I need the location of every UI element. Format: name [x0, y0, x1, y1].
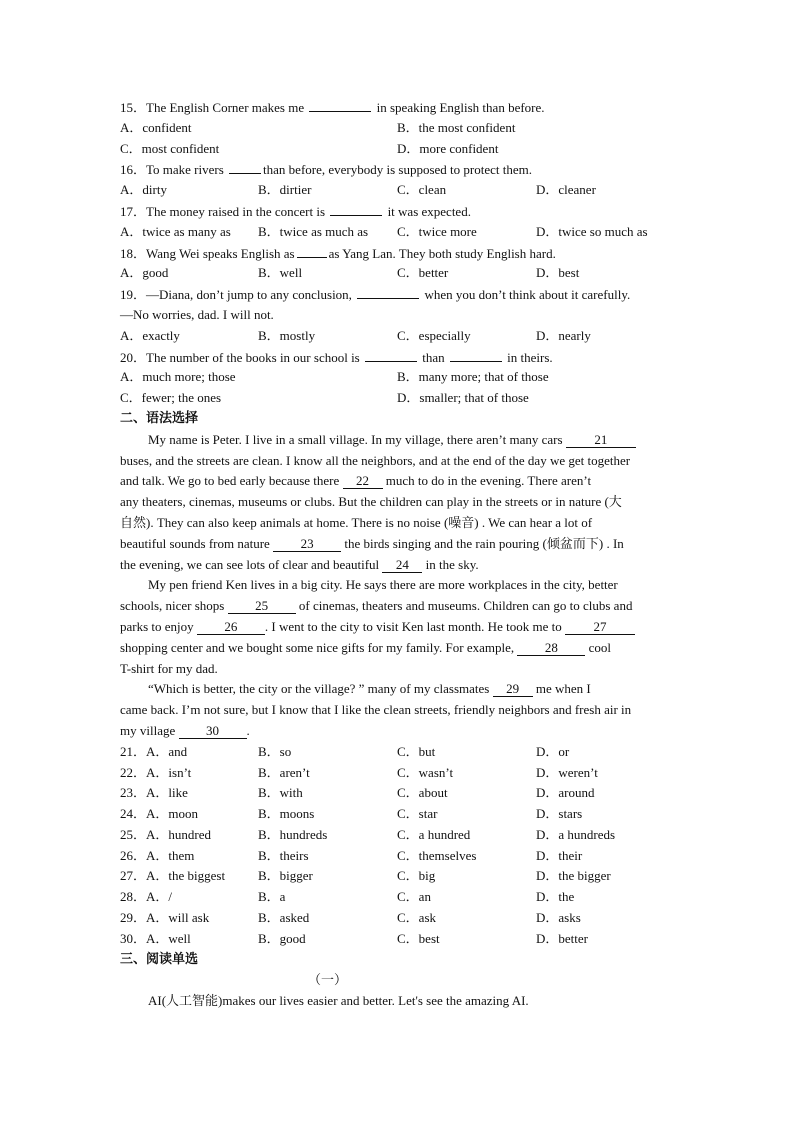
option-b: B．a [258, 889, 286, 905]
option-text: A．isn’t [146, 764, 192, 780]
passage-line: buses, and the streets are clean. I know all the neighbors, and at the end of the day we get together [120, 452, 631, 468]
option-d: D．more confident [397, 140, 499, 156]
passage-line [120, 721, 680, 742]
option-b: B．the most confident [397, 119, 516, 135]
option-b: B．aren’t [258, 764, 310, 780]
option-a [120, 866, 225, 887]
option-b: B．moons [258, 806, 315, 822]
options-row [120, 139, 680, 160]
option-b: B．with [258, 785, 303, 801]
passage-text: of cinemas, theaters and museums. Children can go to clubs and [298, 598, 633, 614]
passage-line: AI(人工智能)makes our lives easier and better. Let's see the amazing AI. [148, 993, 529, 1009]
passage-line [120, 430, 680, 451]
option-a [120, 763, 191, 784]
passage-line [120, 534, 680, 555]
option-a: A．confident [120, 119, 192, 135]
passage-line [120, 596, 680, 617]
passage-text: in the sky. [425, 556, 479, 572]
option-b: B．hundreds [258, 826, 328, 842]
passage-text: “Which is better, the city or the village? ” many of my classmates [148, 681, 490, 697]
options-row [120, 742, 680, 763]
passage-text: me when I [535, 681, 591, 697]
option-text: A．like [146, 785, 188, 801]
option-b: B．bigger [258, 868, 313, 884]
question-17 [120, 201, 680, 222]
options-row [120, 887, 680, 908]
blank-24: 24 [382, 558, 422, 573]
option-a: A．much more; those [120, 369, 236, 385]
option-c: C．most confident [120, 140, 220, 156]
option-c: C．wasn’t [397, 764, 454, 780]
answer-blank [229, 159, 261, 174]
option-a [120, 804, 198, 825]
question-stem: than before, everybody is supposed to protect them. [263, 162, 533, 178]
option-b: B．asked [258, 910, 310, 926]
option-d: D．their [536, 847, 583, 863]
option-c: C．fewer; the ones [120, 390, 222, 406]
option-c: C．clean [397, 182, 447, 198]
option-a: A．good [120, 265, 169, 281]
options-row [120, 118, 680, 139]
option-c: C．but [397, 743, 436, 759]
option-d: D．twice so much as [536, 223, 648, 239]
options-row [120, 783, 680, 804]
option-c: C．an [397, 889, 431, 905]
question-number: 23． [120, 785, 147, 801]
question-stem: in speaking English than before. [376, 100, 545, 115]
answer-blank [330, 201, 382, 216]
option-c: C．twice more [397, 223, 477, 239]
passage-text: parks to enjoy [120, 618, 194, 634]
option-b: B．so [258, 743, 292, 759]
passage-line [120, 617, 680, 638]
question-stem: 19．—Diana, don’t jump to any conclusion, [120, 287, 352, 303]
blank-26: 26 [197, 620, 265, 635]
options-row [120, 866, 680, 887]
option-a [120, 846, 194, 867]
subsection-title [120, 970, 680, 991]
option-b: B．twice as much as [258, 223, 369, 239]
option-c: C．a hundred [397, 826, 471, 842]
question-19 [120, 284, 680, 305]
passage-line: any theaters, cinemas, museums or clubs. But the children can play in the streets or in nature (大 [120, 494, 622, 510]
subsection-label: （一） [308, 972, 348, 988]
option-c: C．themselves [397, 847, 477, 863]
option-a [120, 908, 209, 929]
blank-21: 21 [566, 433, 636, 448]
option-text: A．moon [146, 806, 199, 822]
passage-text: schools, nicer shops [120, 598, 225, 614]
passage-line [120, 471, 680, 492]
question-16 [120, 159, 680, 180]
option-a: A．exactly [120, 327, 180, 343]
question-18 [120, 243, 680, 264]
passage-text: . I went to the city to visit Ken last month. He took me to [264, 618, 562, 634]
answer-blank [365, 347, 417, 362]
blank-27: 27 [565, 620, 635, 635]
option-text: A．and [146, 743, 188, 759]
answer-blank [357, 284, 419, 299]
passage-text: much to do in the evening. There aren’t [385, 473, 592, 489]
passage-line: My pen friend Ken lives in a big city. He says there are more workplaces in the city, better [148, 577, 618, 593]
option-a [120, 742, 187, 763]
question-stem: it was expected. [387, 203, 471, 219]
options-row [120, 804, 680, 825]
option-b: B．dirtier [258, 182, 312, 198]
option-c: C．big [397, 868, 436, 884]
question-number: 28． [120, 889, 147, 905]
option-b: B．well [258, 265, 303, 281]
option-c: C．star [397, 806, 438, 822]
blank-22: 22 [343, 474, 383, 489]
blank-30: 30 [179, 724, 247, 739]
question-number: 29． [120, 910, 147, 926]
passage-text: cool [588, 639, 612, 655]
passage-line: 自然). They can also keep animals at home. There is no noise (噪音) . We can hear a lot of [120, 514, 593, 530]
exam-page [120, 97, 680, 1012]
option-d: D．asks [536, 910, 581, 926]
answer-blank [297, 243, 327, 258]
option-c: C．about [397, 785, 448, 801]
question-stem: 17．The money raised in the concert is [120, 203, 326, 219]
passage-text: my village [120, 722, 176, 738]
options-row [120, 263, 680, 284]
options-row [120, 222, 680, 243]
options-row [120, 763, 680, 784]
passage-line: came back. I’m not sure, but I know that I like the clean streets, friendly neighbors and fresh air in [120, 702, 632, 718]
question-number: 24． [120, 806, 147, 822]
option-text: A．/ [146, 889, 173, 905]
grammar-options [120, 742, 680, 950]
question-20 [120, 347, 680, 368]
option-d: D．stars [536, 806, 583, 822]
option-d: D．better [536, 930, 588, 946]
passage-text: beautiful sounds from nature [120, 535, 270, 551]
option-text: A．well [146, 930, 191, 946]
option-d: D．cleaner [536, 182, 596, 198]
blank-29: 29 [493, 682, 533, 697]
option-b: B．mostly [258, 327, 316, 343]
option-a [120, 783, 188, 804]
question-15 [120, 97, 680, 118]
option-c: C．better [397, 265, 449, 281]
option-b: B．many more; that of those [397, 369, 549, 385]
passage-text: . [246, 722, 250, 738]
question-number: 27． [120, 868, 147, 884]
question-stem: —No worries, dad. I will not. [120, 306, 274, 322]
option-d: D．smaller; that of those [397, 390, 529, 406]
question-stem: 15．The English Corner makes me [120, 100, 305, 115]
answer-blank [450, 347, 502, 362]
passage-line [120, 638, 680, 659]
options-row [120, 929, 680, 950]
option-text: A．the biggest [146, 868, 226, 884]
option-c: C．ask [397, 910, 437, 926]
option-a [120, 825, 211, 846]
blank-25: 25 [228, 599, 296, 614]
blank-23: 23 [273, 537, 341, 552]
option-d: D．nearly [536, 327, 591, 343]
passage-line: T-shirt for my dad. [120, 660, 218, 676]
options-row [120, 908, 680, 929]
section-title: 二、语法选择 [120, 410, 199, 426]
option-b: B．good [258, 930, 306, 946]
option-d: D．around [536, 785, 595, 801]
question-number: 30． [120, 930, 147, 946]
option-a: A．twice as many as [120, 223, 231, 239]
question-number: 26． [120, 847, 147, 863]
option-text: A．will ask [146, 910, 210, 926]
section-title: 三、阅读单选 [120, 951, 199, 967]
options-row [120, 846, 680, 867]
question-number: 22． [120, 764, 147, 780]
question-number: 21． [120, 743, 147, 759]
passage-text: the evening, we can see lots of clear and beautiful [120, 556, 380, 572]
passage-text: My name is Peter. I live in a small village. In my village, there aren’t many cars [148, 431, 563, 447]
option-d: D．best [536, 265, 580, 281]
passage-text: the birds singing and the rain pouring (倾盆而下) . In [344, 535, 624, 551]
option-d: D．weren’t [536, 764, 598, 780]
passage-text: and talk. We go to bed early because there [120, 473, 340, 489]
option-text: A．them [146, 847, 195, 863]
option-a [120, 929, 191, 950]
question-stem: in theirs. [507, 349, 553, 365]
passage-line [120, 555, 680, 576]
options-row [120, 367, 680, 388]
blank-28: 28 [517, 641, 585, 656]
question-stem: 20．The number of the books in our school is [120, 349, 360, 365]
passage-line [120, 679, 680, 700]
question-stem: 16．To make rivers [120, 162, 224, 178]
option-d: D．a hundreds [536, 826, 616, 842]
question-stem: than [422, 349, 445, 365]
answer-blank [309, 97, 371, 112]
question-number: 25． [120, 826, 147, 842]
option-d: D．the [536, 889, 575, 905]
passage-text: shopping center and we bought some nice gifts for my family. For example, [120, 639, 515, 655]
options-row [120, 180, 680, 201]
options-row [120, 825, 680, 846]
options-row [120, 326, 680, 347]
option-c: C．especially [397, 327, 471, 343]
question-stem: when you don’t think about it carefully. [424, 287, 631, 303]
option-d: D．or [536, 743, 570, 759]
option-text: A．hundred [146, 826, 212, 842]
option-a [120, 887, 172, 908]
options-row [120, 388, 680, 409]
question-19-reply [120, 305, 680, 326]
question-stem: 18．Wang Wei speaks English as [120, 245, 295, 261]
option-c: C．best [397, 930, 440, 946]
question-stem: as Yang Lan. They both study English hard. [328, 245, 556, 261]
option-d: D．the bigger [536, 868, 611, 884]
option-a: A．dirty [120, 182, 167, 198]
option-b: B．theirs [258, 847, 309, 863]
